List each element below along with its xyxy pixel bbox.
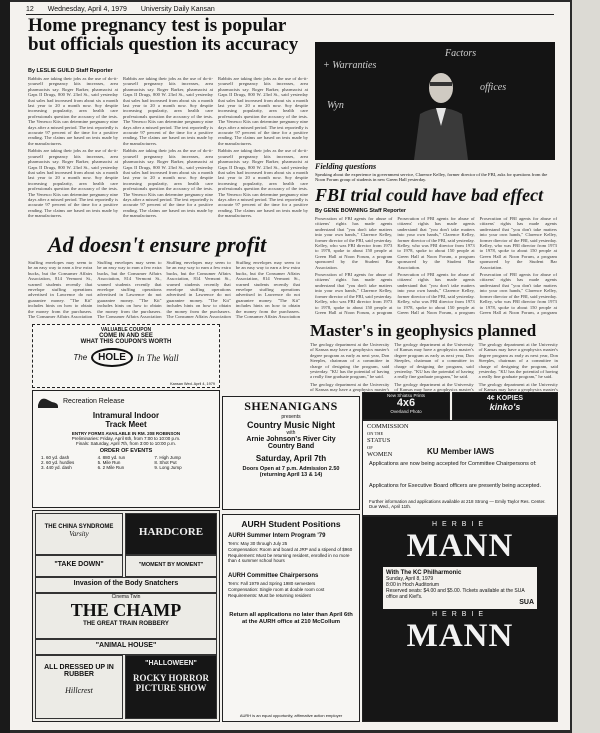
article-text: Prosecution of FBI agents for abuse of citizens' rights has made agents understand that "you don't take matters into your own hands," Clarence Kelley, former director of the FBI, said yesterday. Kelley, who was FBI director from 1973 to 1978, spoke to about 150 people at Green Hall at Noon Forum, a program <box>479 272 557 315</box>
article-text: Prosecution of FBI agents for abuse of citizens' rights has made agents understand that "you don't take matters into your own hands," Clarence Kelley, former director of the FBI, said yesterday. Kelley, who was FBI director from 1973 to 1978, spoke to about 150 people at Green Hall at Noon Forum, a program sponsored by the Student Bar Association. <box>479 216 557 270</box>
coupon-line: COME IN AND SEE <box>99 333 153 339</box>
aurh-chair: AURH Committee Chairpersons <box>228 573 319 579</box>
overland-name: Overland Photo <box>390 409 422 414</box>
mann-label: MANN <box>406 528 514 564</box>
movie-ad-moment <box>125 555 217 577</box>
movie-title: THE CHAMP <box>70 600 182 620</box>
movie-title: ROCKY HORROR PICTURE SHOW <box>133 673 209 693</box>
csw-line: WOMEN <box>367 451 393 458</box>
movie-title: "TAKE DOWN" <box>54 561 104 568</box>
csw-applications: Applications for Executive Board officers are presently being accepted. <box>369 483 542 489</box>
chalk-text: offices <box>480 82 507 93</box>
shenanigans-ad <box>222 396 360 510</box>
track-prelim: Preliminaries: Friday, April 6th, from 7:00 to 10:00 p.m. <box>71 436 181 441</box>
aurh-eoe: AURH is an equal opportunity, affirmative action employer <box>239 713 343 718</box>
article-text: Rabbits are taking their jobs as the use of do-it-yourself pregnancy kits increases, area pharmacists say. Roger Barker, pharmacist at Gaps II Drugs, 800 W. 23rd St., said yesterday that sales had increased from about six a month last year to 20 a month now. Soy despite increasing popularity, area health care professionals question the accuracy of the tests. The Venesco Kits can determine pregnancy nine days after a missed period. The test reportedly is accurate 97 percent of the time for a positive reading. The claims are based on tests made by the manufacturers. <box>218 76 308 146</box>
next-page-edge <box>572 0 600 733</box>
track-order-head: ORDER OF EVENTS <box>99 448 153 454</box>
kinkos-ad <box>452 392 558 420</box>
track-event: 2. 60 yd. hurdles <box>41 460 75 465</box>
overland-size: 4x6 <box>396 397 416 409</box>
article-text: Rabbits are taking their jobs as the use of do-it-yourself pregnancy kits increases, area pharmacists say. Roger Barker, pharmacist at Gaps II Drugs, 800 W. 23rd St., said yesterday that sales had increased from about six a month last year to 20 a month now. Soy despite increasing popularity, area health care professionals question the accuracy of the tests. The Venesco Kits can determine pregnancy nine days after a missed period. The test reportedly is accurate 97 percent of the time for a positive reading. The claims are based on tests made by the manufacturers. <box>28 76 118 146</box>
newspaper-page <box>10 2 570 730</box>
article-body-3 <box>28 260 300 320</box>
photo-caption: Speaking about the experience in government service, Clarence Kelley, former director of the FBI, asks for questions from the Noon Forum group of students in new Green Hall yesterday. <box>315 172 548 183</box>
overland-photo-ad <box>362 392 450 420</box>
issue-date: Wednesday, April 4, 1979 <box>47 6 127 13</box>
caption-head: Fielding questions <box>315 162 377 171</box>
chalk-text: Wyn <box>327 100 344 111</box>
movie-title: ALL DRESSED UP IN RUBBER <box>44 664 114 678</box>
concert-with: With The KC Philharmonic <box>386 570 462 576</box>
article-text: The geology department at the University of Kansas may have a geophysics master's degree program as early as next year, Don Steeples, chairman of a committee in charge of designing the program, said yesterday. "KU has the potential of having a really fine graduate program," he said. <box>310 342 390 380</box>
running-shoe-icon <box>37 393 59 409</box>
kinkos-price: 4¢ KOPIES <box>486 395 524 402</box>
aurh-positions-ad <box>222 514 360 722</box>
shen-title: Country Music Night <box>247 420 335 430</box>
movie-title: "MOMENT BY MOMENT" <box>138 562 204 568</box>
track-event: 4. 880 yd. run <box>97 455 126 460</box>
csw-info: Further information and applications available at 218 Strong — Emily Taylor Res. Center. Due Wed., April 11th. <box>369 499 546 509</box>
aurh-term: Term: May 30 through July 25 <box>228 541 288 546</box>
movie-title: THE CHINA SYNDROME <box>44 524 114 530</box>
byline-2: By GENE BOWNING Staff Reporter <box>315 208 407 214</box>
track-entry: ENTRY FORMS AVAILABLE IN RM. 208 ROBINSON <box>71 431 181 436</box>
csw-member: KU Member IAWS <box>427 447 495 456</box>
article-text: Stuffing envelopes may seem to be an easy way to earn a few extra bucks, but the Consumer Affairs Association, 814 Vermont St., warned students recently that envelope stuffing operations advertised in Lawrence do not guarantee money. "The Kit" includes hints on how to obtain the money from the purchasers. The Consumer Affairs Association <box>28 260 93 320</box>
binding-shadow <box>0 0 10 733</box>
speaker-figure <box>410 68 472 160</box>
article-text: Rabbits are taking their jobs as the use of do-it-yourself pregnancy kits increases, area pharmacists say. Roger Barker, pharmacist at Gaps II Drugs, 800 W. 23rd St., said yesterday that sales had increased from about six a month last year to 20 a month now. Soy despite increasing popularity, area health care professionals question the accuracy of the tests. The Venesco Kits can determine pregnancy nine days after a missed period. The test reportedly is accurate 97 percent of the time for a positive reading. The claims are based on tests made by the manufacturers. <box>218 148 308 219</box>
movie-ad-champ <box>35 593 217 639</box>
shen-band: Country Band <box>267 443 315 450</box>
csw-applications: Applications are now being accepted for Committee Chairpersons of: <box>369 461 537 467</box>
aurh-comp: Compensation: Room and board at JRP and a stipend of $960 <box>228 547 353 552</box>
aurh-req: Requirement: Must be returning resident, enrolled in no more than 4 summer school hours <box>228 553 350 563</box>
headline-ad-profit: Ad doesn't ensure profit <box>48 232 267 257</box>
article-text: Rabbits are taking their jobs as the use of do-it-yourself pregnancy kits increases, area pharmacists say. Roger Barker, pharmacist at Gaps II Drugs, 800 W. 23rd St., said yesterday that sales had increased from about six a month last year to 20 a month now. Soy despite increasing popularity, area health care professionals question the accuracy of the tests. The Venesco Kits can determine pregnancy nine days after a missed period. The test reportedly is accurate 97 percent of the time for a positive reading. The claims are based on tests made by the manufacturers. <box>123 76 213 146</box>
page-folio <box>26 6 227 13</box>
track-event: 9. Long Jump <box>154 465 182 470</box>
shenanigans-logo: SHENANIGANS <box>244 399 338 413</box>
track-event: 6. 2 Mile Run <box>97 465 125 470</box>
aurh-title: AURH Student Positions <box>241 519 341 529</box>
movie-title: THE GREAT TRAIN ROBBERY <box>83 621 169 627</box>
track-event: 3. 440 yd. dash <box>41 465 72 470</box>
news-photo <box>315 42 555 160</box>
chalk-text: Factors <box>445 48 477 59</box>
mann-label: MANN <box>406 618 514 654</box>
shen-doors: Doors Open at 7 p.m. Admission 2.50 <box>242 466 340 472</box>
article-text: Prosecution of FBI agents for abuse of citizens' rights has made agents understand that "you don't take matters into your own hands," Clarence Kelley, former director of the FBI, said yesterday. Kelley, who was FBI director from 1973 to 1978, spoke to about 150 people at Green Hall at Noon Forum, a program sponsored by the Student Bar Association. <box>397 216 475 270</box>
csw-line: OF <box>367 445 373 450</box>
shen-with: with <box>286 430 296 436</box>
herbie-mann-concert-ad <box>362 516 558 722</box>
track-finals: Finals: Saturday, April 7th, from 3:00 to 10:00 p.m. <box>76 441 176 446</box>
article-text: Prosecution of FBI agents for abuse of citizens' rights has made agents understand that "you don't take matters into your own hands," Clarence Kelley, former director of the FBI, said yesterday. Kelley, who was FBI director from 1973 to 1978, spoke to about 150 people at Green Hall at Noon Forum, a program <box>397 272 475 315</box>
page-number: 12 <box>26 6 34 13</box>
article-text: Prosecution of FBI agents for abuse of citizens' rights has made agents understand that "you don't take matters into your own hands," Clarence Kelley, former director of the FBI, said yesterday. Kelley, who was FBI director from 1973 to 1978, spoke to about 150 people at Green Hall at Noon Forum, a program <box>315 272 393 315</box>
article-text: The geology department at the University of Kansas may have a geophysics master's degree program as early as next year, Don Steeples, chairman of a committee in charge of designing the program, said yesterday. "KU has the potential of having a really fine graduate program," he said. <box>478 342 558 380</box>
theater-name: Cinema Twin <box>111 594 141 600</box>
paper-name: University Daily Kansan <box>140 6 215 13</box>
movie-ad-bodysnatchers <box>35 577 217 593</box>
chalk-text: + Warranties <box>323 60 377 71</box>
movie-ad-takedown <box>35 555 123 577</box>
concert-time: 8:00 in Hoch Auditorium <box>386 582 440 588</box>
hole-in-the-wall-coupon[interactable] <box>32 324 220 388</box>
track-event: 7. High Jump <box>154 455 181 460</box>
movie-ad-hardcore <box>125 513 217 555</box>
track-event: 8. Shot Put <box>154 460 177 465</box>
track-title: Track Meet <box>105 420 147 429</box>
hole-brand: The <box>73 353 88 362</box>
article-text: The geology department at the University of Kansas may have a geophysics master's <box>478 381 558 393</box>
shen-presents: presents <box>281 414 301 420</box>
intramural-track-ad <box>32 390 220 508</box>
overland-sub: New Shiatsu Prints <box>386 393 425 398</box>
concert-details <box>383 567 537 609</box>
movie-title: Invasion of the Body Snatchers <box>73 580 179 587</box>
movie-title: HARDCORE <box>138 526 204 538</box>
headline-pregnancy-test: Home pregnancy test is popular but officials question its accuracy <box>28 15 299 56</box>
movie-title: "HALLOWEEN" <box>145 660 197 667</box>
coupon-line: WHAT THIS COUPON'S WORTH <box>80 339 172 345</box>
concert-price: Reserved seats: $4.00 and $5.00. Tickets available at the SUA office and Kief's. <box>386 588 525 600</box>
hole-brand-logo: HOLE <box>91 348 133 367</box>
herbie-label: HERBIE <box>431 521 489 528</box>
csw-line: COMMISSION <box>367 423 409 430</box>
byline-1: By LESLIE GUILD Staff Reporter <box>28 68 113 74</box>
concert-date: Sunday, April 8, 1979 <box>386 576 434 582</box>
article-text: Rabbits are taking their jobs as the use of do-it-yourself pregnancy kits increases, area pharmacists say. Roger Barker, pharmacist at Gaps II Drugs, 800 W. 23rd St., said yesterday that sales had increased from about six a month last year to 20 a month now. Soy despite increasing popularity, area health care professionals question the accuracy of the tests. The Venesco Kits can determine pregnancy nine days after a missed period. The test reportedly is accurate 97 percent of the time for a positive reading. The claims are based on tests made by the manufacturers. <box>123 148 213 219</box>
herbie-label: HERBIE <box>431 611 489 618</box>
article-text: Stuffing envelopes may seem to be an easy way to earn a few extra bucks, but the Consumer Affairs Association, 814 Vermont St., warned students recently that envelope stuffing operations advertised in Lawrence do not guarantee money. "The Kit" includes hints on how to obtain the money from the purchasers. The Consumer Affairs Association <box>235 260 300 320</box>
article-text: The geology department at the University of Kansas may have a geophysics master's <box>394 381 474 393</box>
headline-geophysics: Master's in geophysics planned <box>310 321 537 340</box>
headline-fbi-trial: FBI trial could have bad effect <box>315 185 544 205</box>
movie-ad-rubber <box>35 655 123 719</box>
csw-line: STATUS <box>367 437 391 444</box>
aurh-creq: Requirements: Must be returning resident <box>228 593 311 598</box>
aurh-ccomp: Compensation: Single room at double room cost <box>228 587 325 592</box>
shen-date: Saturday, April 7th <box>255 454 327 463</box>
article-text: Stuffing envelopes may seem to be an easy way to earn a few extra bucks, but the Consumer Affairs Association, 814 Vermont St., warned students recently that envelope stuffing operations advertised in Lawrence do not guarantee money. "The Kit" includes hints on how to obtain the money from the purchasers. The Consumer Affairs Association <box>166 260 231 320</box>
movie-listings <box>32 510 220 722</box>
article-body-1 <box>28 76 308 226</box>
aurh-intern: AURH Summer Intern Program '79 <box>228 533 326 539</box>
article-body-2 <box>315 216 557 316</box>
movie-title: "ANIMAL HOUSE" <box>95 642 157 649</box>
kinkos-logo: kinko's <box>489 402 521 412</box>
shen-band: Arnie Johnson's River City <box>246 436 336 443</box>
track-event: 5. Mile Run <box>97 460 121 465</box>
status-of-women-ad <box>362 420 558 516</box>
movie-ad-animal-house <box>35 639 217 655</box>
theater-name: Varsity <box>69 530 89 538</box>
track-head: Recreation Release <box>63 397 125 405</box>
article-text: The geology department at the University of Kansas may have a geophysics master's degree program as early as next year, Don Steeples, chairman of a committee in charge of designing the program, said yesterday. "KU has the potential of having a really fine graduate program," he said. <box>394 342 474 380</box>
coupon-footer: Kansan Wed. April 4, 1979 <box>170 382 215 386</box>
shen-note: (returning April 13 & 14) <box>259 472 323 478</box>
aurh-return: Return all applications no later than April 6th at the AURH office at 210 McCollum <box>229 612 353 625</box>
article-text: Stuffing envelopes may seem to be an easy way to earn a few extra bucks, but the Consumer Affairs Association, 814 Vermont St., warned students recently that envelope stuffing operations advertised in Lawrence do not guarantee money. "The Kit" includes hints on how to obtain the money from the purchasers. The Consumer Affairs Association <box>97 260 162 320</box>
article-body-4 <box>310 342 558 394</box>
track-title: Intramural Indoor <box>92 411 160 420</box>
article-text: The geology department at the University of Kansas may have a geophysics master's <box>310 381 390 393</box>
sua-logo: SUA <box>519 599 534 606</box>
article-text: Prosecution of FBI agents for abuse of citizens' rights has made agents understand that "you don't take matters into your own hands," Clarence Kelley, former director of the FBI, said yesterday. Kelley, who was FBI director from 1973 to 1978, spoke to about 150 people at Green Hall at Noon Forum, a program sponsored by the Student Bar Association. <box>315 216 393 270</box>
aurh-cterm: Term: Fall 1979 and Spring 1980 semesters <box>228 581 316 586</box>
theater-name: Hillcrest <box>65 686 93 695</box>
coupon-label: VALUABLE COUPON <box>100 327 152 333</box>
movie-ad-rocky-horror <box>125 655 217 719</box>
article-text: Rabbits are taking their jobs as the use of do-it-yourself pregnancy kits increases, area pharmacists say. Roger Barker, pharmacist at Gaps II Drugs, 800 W. 23rd St., said yesterday that sales had increased from about six a month last year to 20 a month now. Soy despite increasing popularity, area health care professionals question the accuracy of the tests. The Venesco Kits can determine pregnancy nine days after a missed period. The test reportedly is accurate 97 percent of the time for a positive reading. The claims are based on tests made by the manufacturers. <box>28 148 118 219</box>
movie-ad-china <box>35 513 123 555</box>
hole-brand: In The Wall <box>136 352 179 363</box>
track-event: 1. 60 yd. dash <box>41 455 70 460</box>
csw-line: ON THE <box>367 431 384 436</box>
